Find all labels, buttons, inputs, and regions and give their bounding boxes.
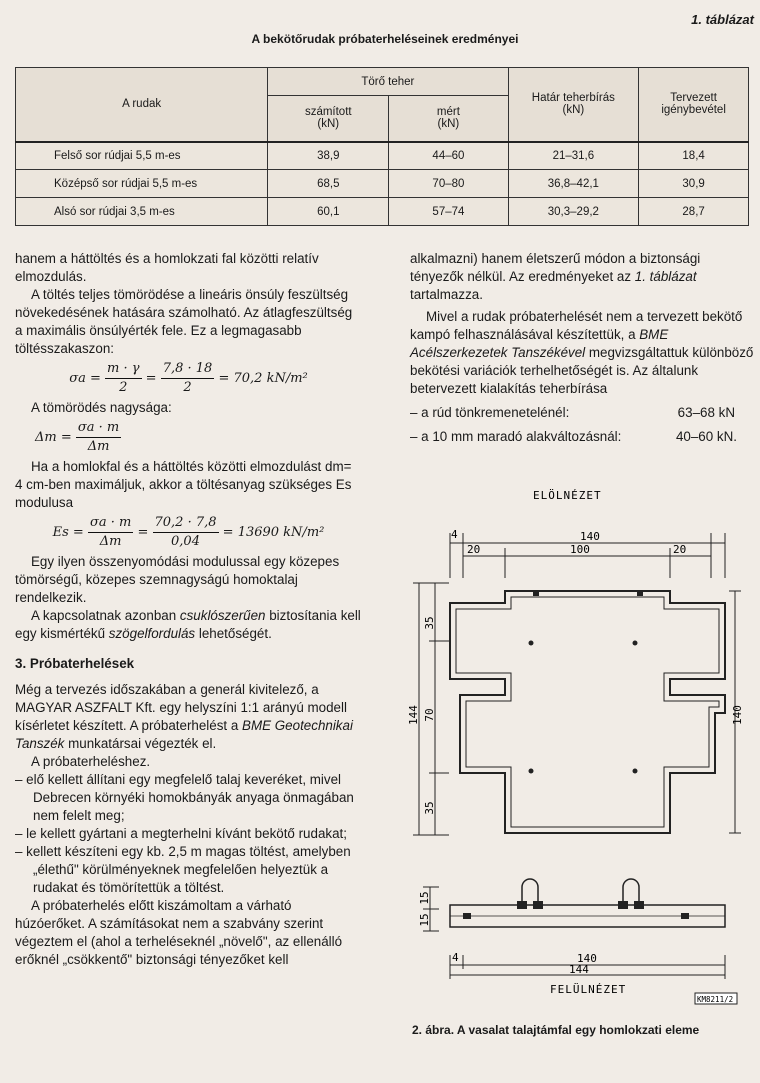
paragraph: A töltés teljes tömörödése a lineáris önsúly feszültség növekedésének hatására számolható. Az átlagfeszültség a maximális önsúlyérték fele. Ez a legmagasabb töltésszakaszon: bbox=[15, 287, 353, 356]
paragraph: Mivel a rudak próbaterhelését nem a tervezett bekötő kampó felhasználásával készítettük, a BME Acélszerkezetek Tanszékével megvizsgáltattuk különböző bekötési variációk terhelhetőségét is. Az általunk betervezett kialakítás teherbírása bbox=[410, 309, 754, 396]
list-item: – elő kellett állítani egy megfelelő talaj keveréket, mivel Debrecen környéki homokbányák anyaga önmagában nem felelt meg; bbox=[15, 772, 354, 823]
col-header-tervezett: Tervezett igénybevétel bbox=[639, 68, 749, 142]
top-view-title: FELÜLNÉZET bbox=[550, 983, 627, 996]
dim-label: 20 bbox=[467, 543, 481, 556]
col-header-rudak: A rudak bbox=[16, 68, 268, 142]
anchor-markers bbox=[529, 590, 644, 774]
paragraph: Még a tervezés időszakában a generál kivitelező, a MAGYAR ASZFALT Kft. egy helyszíni 1:1 arányú modell kísérletet készített. A próbaterhelést a BME Geotechnikai Tanszék munkatársai végezték el. bbox=[15, 682, 353, 751]
dim-label: 15 bbox=[418, 913, 431, 927]
left-column bbox=[15, 250, 362, 969]
dim-label: 144 bbox=[569, 963, 589, 976]
col-header-hatar: Határ teherbírás (kN) bbox=[508, 68, 639, 142]
table-row: Felső sor rúdjai 5,5 m-es 38,9 44–60 21–31,6 18,4 bbox=[16, 142, 749, 170]
plan-view-outline bbox=[450, 879, 725, 927]
paragraph: Egy ilyen összenyomódási modulussal egy közepes tömörségű, közepes szemnagyságú homoktalaj rendelkezik. bbox=[15, 554, 340, 605]
section-heading: 3. Próbaterhelések bbox=[15, 656, 135, 671]
paragraph: hanem a háttöltés és a homlokzati fal közötti relatív elmozdulás. bbox=[15, 251, 319, 284]
drawing-stamp: KM8211/2 bbox=[697, 995, 734, 1004]
front-view-outline bbox=[450, 591, 725, 833]
results-table bbox=[15, 67, 749, 226]
col-header-toro: Törő teher bbox=[268, 68, 508, 96]
list-item: – kellett készíteni egy kb. 2,5 m magas töltést, amelyben „élethű" körülményeknek megfelelően helyeztük a rudakat és tömörítettük a töltést. bbox=[15, 844, 351, 895]
table-row: Középső sor rúdjai 5,5 m-es 68,5 70–80 36,8–42,1 30,9 bbox=[16, 170, 749, 198]
dim-label: 70 bbox=[423, 708, 436, 722]
paragraph: A próbaterheléshez. bbox=[31, 754, 151, 769]
dim-label: 140 bbox=[731, 705, 744, 725]
paragraph: A próbaterhelés előtt kiszámoltam a várható húzóerőket. A számításokat nem a szabvány szerint végeztem el (ahol a terheléseknél „növelő", az ellenálló erőknél „csökkentő" biztonsági tényezőket kell bbox=[15, 898, 343, 967]
dim-label: 4 bbox=[452, 951, 459, 964]
col-header-szamitott: számított (kN) bbox=[268, 96, 389, 142]
paragraph: alkalmazni) hanem életszerű módon a biztonsági tényezők nélkül. Az eredményeket az 1. táblázat tartalmazza. bbox=[410, 251, 701, 302]
paragraph: Ha a homlokfal és a háttöltés közötti elmozdulást dm= 4 cm-ben maximáljuk, akkor a töltésanyag szükséges Es modulusa bbox=[15, 459, 352, 510]
equation-delta-m: Δm = $\frac{\sigma a \cdot m}{\Delta m}$ bbox=[35, 420, 120, 454]
dim-label: 4 bbox=[451, 528, 458, 541]
table-row: Alsó sor rúdjai 3,5 m-es 60,1 57–74 30,3–29,2 28,7 bbox=[16, 198, 749, 226]
technical-drawing bbox=[405, 483, 755, 1018]
list-item: – a 10 mm maradó alakváltozásnál: 40–60 kN. bbox=[410, 429, 737, 444]
dim-label: 35 bbox=[423, 801, 436, 815]
paragraph: A kapcsolatnak azonban csuklószerűen biztosítania kell egy kismértékű szögelfordulás lehetőségét. bbox=[15, 608, 361, 641]
table-title: A bekötőrudak próbaterheléseinek eredményei bbox=[251, 32, 519, 46]
front-view-title: ELÖLNÉZET bbox=[533, 489, 602, 502]
dim-label: 140 bbox=[580, 530, 600, 543]
dim-label: 20 bbox=[673, 543, 687, 556]
equation-modulus: Es = $\frac{\sigma a \cdot m}{\Delta m}$ = $\frac{70,2 \cdot 7,8}{0,04}$ = 13690 kN/m² bbox=[52, 515, 325, 549]
dim-label: 100 bbox=[570, 543, 590, 556]
equation-sigma: σa = $\frac{m \cdot \gamma}{2}$ = $\frac{7,8 \cdot 18}{2}$ = 70,2 kN/m² bbox=[69, 361, 308, 395]
list-item: – le kellett gyártani a megterhelni kívánt bekötő rudakat; bbox=[15, 826, 347, 841]
list-item: – a rúd tönkremenetelénél: 63–68 kN bbox=[410, 405, 735, 420]
dim-label: 15 bbox=[418, 891, 431, 905]
dim-label: 144 bbox=[407, 705, 420, 725]
dim-label: 140 bbox=[577, 952, 597, 965]
paragraph: A tömörödés nagysága: bbox=[31, 400, 172, 415]
col-header-mert: mért (kN) bbox=[389, 96, 508, 142]
right-column bbox=[410, 250, 755, 452]
table-label: 1. táblázat bbox=[691, 12, 754, 27]
dim-label: 35 bbox=[423, 616, 436, 630]
figure-caption: 2. ábra. A vasalat talajtámfal egy homlokzati eleme bbox=[412, 1023, 700, 1037]
